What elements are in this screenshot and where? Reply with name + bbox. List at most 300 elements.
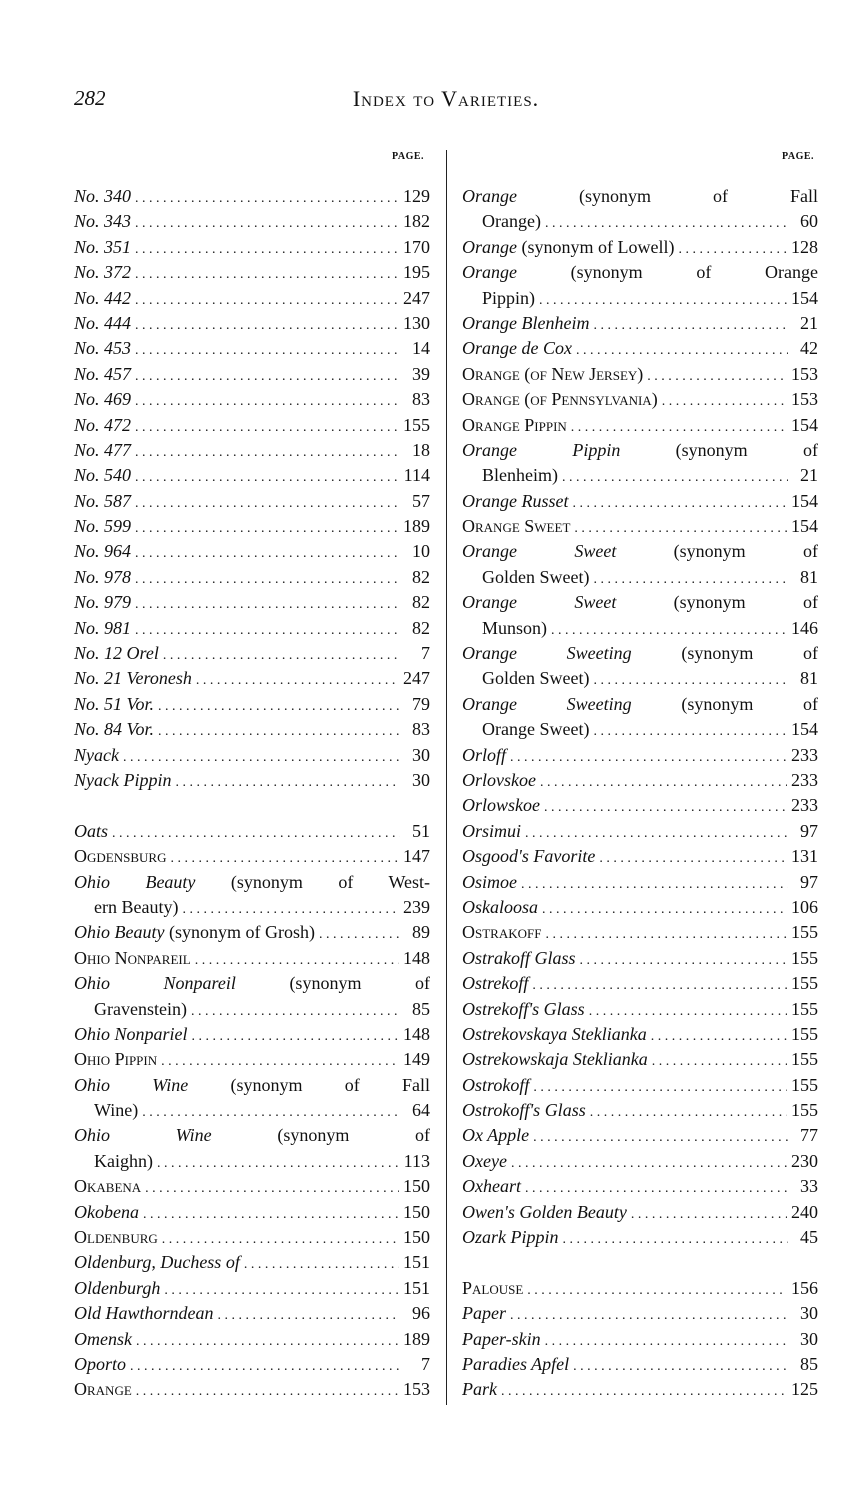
entry-note: Golden Sweet) — [482, 566, 590, 587]
index-entry — [74, 1301, 430, 1326]
index-entry — [74, 565, 430, 590]
entry-text — [462, 971, 528, 996]
index-entry — [462, 1276, 818, 1301]
leader-dots — [542, 895, 787, 920]
leader-dots — [135, 235, 399, 260]
index-entry — [74, 1327, 430, 1352]
index-entry — [462, 1352, 818, 1377]
leader-dots — [593, 565, 788, 590]
entry-text — [74, 413, 131, 438]
entry-page: 30 — [412, 769, 430, 790]
index-entry — [462, 1047, 818, 1072]
index-entry — [462, 1073, 818, 1098]
index-entry — [74, 286, 430, 311]
entry-text — [74, 1022, 188, 1047]
entry-text — [462, 1225, 559, 1250]
entry-note: Golden Sweet) — [482, 668, 590, 689]
entry-note: (synonym of — [631, 693, 818, 714]
entry-name-italic: No. 964 — [74, 541, 132, 562]
leader-dots — [145, 1174, 399, 1199]
entry-text — [462, 819, 521, 844]
entry-text — [74, 641, 159, 666]
index-entry — [74, 438, 430, 463]
index-entry — [462, 1377, 818, 1402]
leader-dots — [130, 1352, 400, 1377]
entry-name-smallcaps: Orange — [74, 1379, 132, 1400]
entry-text — [74, 1276, 160, 1301]
index-entry — [462, 260, 818, 285]
entry-name-italic: Nyack — [74, 744, 119, 765]
entry-text — [462, 387, 658, 412]
entry-name-smallcaps: Ogdensburg — [74, 846, 167, 867]
entry-text — [74, 1047, 157, 1072]
entry-note: (synonym of — [620, 439, 818, 460]
index-entry — [74, 387, 430, 412]
leader-dots — [136, 1377, 399, 1402]
index-entry — [74, 1073, 430, 1098]
entry-page: 83 — [412, 719, 430, 740]
entry-name-italic: Orange de Cox — [462, 338, 572, 359]
blank-line — [462, 1250, 818, 1275]
entry-note: ern Beauty) — [94, 896, 179, 917]
entry-note: Pippin) — [482, 287, 536, 308]
entry-name-italic: Paradies Apfel — [462, 1353, 570, 1374]
entry-note: Blenheim) — [482, 465, 558, 486]
entry-text — [462, 870, 517, 895]
entry-name-italic: Oats — [74, 820, 109, 841]
entry-page: 82 — [412, 566, 430, 587]
page-column-label-right: PAGE. — [782, 151, 815, 162]
entry-name-italic: Ox Apple — [462, 1125, 530, 1146]
entry-name-italic: Orange — [462, 186, 517, 206]
entry-name-italic: Ostrekovskaya Steklianka — [462, 1023, 647, 1044]
entry-name-smallcaps: Orange (of Pennsylvania) — [462, 389, 658, 410]
entry-page: 240 — [791, 1201, 818, 1222]
index-entry — [462, 362, 818, 387]
entry-name-smallcaps: Palouse — [462, 1277, 524, 1298]
entry-text — [462, 1352, 569, 1377]
index-entry — [74, 1149, 430, 1174]
entry-page: 153 — [791, 389, 818, 410]
entry-name-italic: Orlowskoe — [462, 795, 540, 816]
entry-page: 151 — [403, 1277, 430, 1298]
page-title: Index to Varieties. — [352, 86, 540, 111]
entry-name-smallcaps: Ohio Nonpareil — [74, 947, 191, 968]
entry-page: 82 — [412, 617, 430, 638]
leader-dots — [501, 1377, 787, 1402]
entry-page: 154 — [791, 516, 818, 537]
entry-page: 149 — [403, 1049, 430, 1070]
entry-name-italic: Ozark Pippin — [462, 1227, 559, 1248]
index-entry — [74, 184, 430, 209]
leader-dots — [599, 844, 787, 869]
entry-note: (synonym of — [616, 541, 818, 562]
leader-dots — [158, 692, 400, 717]
entry-text — [482, 209, 541, 234]
entry-page: 155 — [791, 1100, 818, 1121]
entry-note: (synonym of West- — [195, 871, 430, 892]
entry-text — [74, 743, 119, 768]
entry-name-smallcaps: Ostrakoff — [462, 922, 542, 943]
entry-text — [74, 1301, 214, 1326]
leader-dots — [533, 1123, 788, 1148]
entry-page: 155 — [791, 947, 818, 968]
index-entry — [462, 692, 818, 717]
entry-name-italic: Orange Sweeting — [462, 643, 632, 664]
index-entry — [462, 743, 818, 768]
index-entry — [462, 1174, 818, 1199]
entry-name-italic: Ostrokoff — [462, 1074, 530, 1095]
entry-page: 233 — [791, 795, 818, 816]
entry-page: 230 — [791, 1150, 818, 1171]
leader-dots — [135, 565, 400, 590]
leader-dots — [218, 1301, 401, 1326]
index-entry — [74, 539, 430, 564]
index-entry — [74, 489, 430, 514]
entry-page: 155 — [791, 1049, 818, 1070]
entry-page: 81 — [800, 566, 818, 587]
entry-text — [462, 1174, 521, 1199]
entry-page: 42 — [800, 338, 818, 359]
index-entry — [74, 1174, 430, 1199]
entry-page: 148 — [403, 1023, 430, 1044]
index-entry — [462, 997, 818, 1022]
index-entry — [74, 235, 430, 260]
index-entry — [462, 870, 818, 895]
entry-text — [74, 717, 154, 742]
index-entry — [74, 717, 430, 742]
entry-name-italic: Orsimui — [462, 820, 522, 841]
entry-name-italic: Orange — [462, 262, 517, 283]
leader-dots — [545, 920, 787, 945]
index-entry — [462, 1123, 818, 1148]
index-column-right — [462, 184, 818, 1403]
leader-dots — [525, 1174, 788, 1199]
index-entry — [74, 768, 430, 793]
leader-dots — [551, 616, 787, 641]
entry-text — [74, 590, 131, 615]
leader-dots — [135, 362, 400, 387]
entry-page: 113 — [403, 1150, 430, 1171]
index-entry — [462, 971, 818, 996]
entry-note: (synonym of — [211, 1125, 430, 1146]
leader-dots — [593, 666, 788, 691]
entry-text — [74, 920, 315, 945]
entry-name-italic: No. 351 — [74, 236, 132, 257]
entry-text — [74, 565, 131, 590]
entry-page: 57 — [412, 490, 430, 511]
index-entry — [74, 362, 430, 387]
entry-text — [74, 311, 131, 336]
entry-name-italic: Osgood's Favorite — [462, 846, 596, 867]
entry-text — [462, 997, 585, 1022]
entry-page: 155 — [403, 414, 430, 435]
entry-name-italic: Ostrekoff — [462, 973, 529, 994]
entry-page: 146 — [791, 617, 818, 638]
index-entry — [74, 1022, 430, 1047]
entry-name-italic: No. 979 — [74, 592, 132, 613]
leader-dots — [631, 1200, 787, 1225]
index-entry — [74, 1098, 430, 1123]
entry-text — [74, 1073, 430, 1098]
entry-name-italic: Oporto — [74, 1353, 127, 1374]
entry-name-italic: No. 981 — [74, 617, 132, 638]
leader-dots — [244, 1250, 399, 1275]
entry-text — [462, 743, 506, 768]
entry-name-italic: Orange Sweeting — [462, 693, 632, 714]
leader-dots — [161, 1047, 399, 1072]
entry-page: 155 — [791, 1023, 818, 1044]
index-entry — [74, 666, 430, 691]
index-entry — [462, 1200, 818, 1225]
leader-dots — [533, 1073, 787, 1098]
leader-dots — [590, 1098, 787, 1123]
leader-dots — [157, 1149, 400, 1174]
entry-page: 30 — [800, 1303, 818, 1324]
entry-text — [74, 1225, 158, 1250]
entry-name-italic: Orange Pippin — [462, 439, 621, 460]
entry-text — [74, 438, 131, 463]
entry-name-italic: Park — [462, 1379, 497, 1400]
index-entry — [462, 819, 818, 844]
entry-text — [462, 1022, 647, 1047]
entry-text — [74, 616, 131, 641]
index-entry — [462, 616, 818, 641]
index-entry — [462, 666, 818, 691]
entry-name-italic: Ostrekoff's Glass — [462, 998, 585, 1019]
index-entry — [462, 184, 818, 209]
index-entry — [462, 1022, 818, 1047]
index-entry — [462, 717, 818, 742]
entry-text — [94, 895, 178, 920]
entry-text — [74, 692, 154, 717]
entry-text — [462, 260, 818, 285]
entry-text — [74, 489, 131, 514]
leader-dots — [175, 768, 400, 793]
blank-line — [74, 793, 430, 818]
leader-dots — [319, 920, 400, 945]
entry-page: 155 — [791, 998, 818, 1019]
index-entry — [462, 590, 818, 615]
index-entry — [462, 1098, 818, 1123]
entry-page: 14 — [412, 338, 430, 359]
entry-text — [74, 209, 131, 234]
entry-note: (synonym of Fall — [188, 1074, 430, 1095]
entry-page: 85 — [412, 998, 430, 1019]
entry-name-italic: Okobena — [74, 1201, 139, 1222]
entry-name-italic: No. 599 — [74, 516, 132, 537]
entry-page: 21 — [800, 465, 818, 486]
entry-text — [462, 1047, 648, 1072]
entry-text — [462, 184, 818, 209]
entry-note: (synonym of Orange — [517, 262, 818, 283]
entry-name-italic: No. 978 — [74, 566, 132, 587]
entry-text — [74, 819, 108, 844]
entry-name-italic: No. 469 — [74, 389, 132, 410]
entry-text — [462, 1200, 627, 1225]
entry-name-italic: No. 84 Vor. — [74, 719, 155, 740]
entry-page: 150 — [403, 1201, 430, 1222]
index-entry — [462, 286, 818, 311]
index-entry — [462, 209, 818, 234]
index-entry — [74, 1276, 430, 1301]
entry-note: (synonym of — [616, 592, 818, 613]
entry-page: 153 — [403, 1379, 430, 1400]
entry-note: Gravenstein) — [94, 998, 187, 1019]
index-entry — [462, 489, 818, 514]
leader-dots — [580, 946, 787, 971]
entry-name-italic: Oldenburg, Duchess of — [74, 1252, 240, 1273]
leader-dots — [593, 311, 788, 336]
index-entry — [74, 997, 430, 1022]
entry-name-italic: Orange — [462, 236, 517, 257]
leader-dots — [525, 819, 788, 844]
entry-page: 45 — [800, 1227, 818, 1248]
entry-name-italic: Paper-skin — [462, 1328, 541, 1349]
entry-text — [74, 666, 192, 691]
leader-dots — [136, 1327, 399, 1352]
index-entry — [462, 1149, 818, 1174]
entry-text — [74, 1327, 132, 1352]
entry-name-smallcaps: Oldenburg — [74, 1227, 158, 1248]
leader-dots — [135, 184, 399, 209]
entry-text — [462, 1149, 507, 1174]
index-entry — [74, 590, 430, 615]
index-entry — [74, 641, 430, 666]
leader-dots — [170, 844, 399, 869]
entry-page: 30 — [800, 1328, 818, 1349]
index-entry — [74, 971, 430, 996]
entry-page: 155 — [791, 922, 818, 943]
entry-name-italic: No. 587 — [74, 490, 132, 511]
entry-name-italic: Ohio Nonpareil — [74, 973, 236, 994]
index-entry — [74, 1225, 430, 1250]
index-entry — [74, 1047, 430, 1072]
leader-dots — [573, 1352, 788, 1377]
index-entry — [74, 413, 430, 438]
entry-page: 247 — [403, 668, 430, 689]
entry-text — [74, 1200, 139, 1225]
leader-dots — [192, 1022, 399, 1047]
entry-name-italic: Oldenburgh — [74, 1277, 161, 1298]
entry-note: Orange) — [482, 211, 541, 232]
entry-page: 106 — [791, 896, 818, 917]
leader-dots — [544, 793, 787, 818]
entry-text — [74, 463, 131, 488]
index-entry — [462, 311, 818, 336]
leader-dots — [532, 971, 787, 996]
page-number: 282 — [74, 86, 106, 110]
index-entry — [462, 844, 818, 869]
entry-page: 77 — [800, 1125, 818, 1146]
entry-name-italic: Oxeye — [462, 1150, 507, 1171]
entry-page: 96 — [412, 1303, 430, 1324]
entry-text — [462, 539, 818, 564]
entry-name-italic: No. 12 Orel — [74, 643, 159, 664]
entry-page: 147 — [403, 846, 430, 867]
leader-dots — [163, 641, 400, 666]
leader-dots — [563, 1225, 789, 1250]
entry-page: 150 — [403, 1227, 430, 1248]
entry-text — [462, 362, 643, 387]
entry-text — [74, 870, 430, 895]
entry-page: 155 — [791, 1074, 818, 1095]
leader-dots — [573, 489, 788, 514]
index-entry — [74, 209, 430, 234]
entry-text — [462, 413, 567, 438]
entry-page: 153 — [791, 363, 818, 384]
index-entry — [462, 1327, 818, 1352]
index-entry — [74, 616, 430, 641]
entry-text — [462, 1123, 529, 1148]
leader-dots — [195, 946, 399, 971]
leader-dots — [112, 819, 400, 844]
index-entry — [462, 793, 818, 818]
entry-page: 154 — [791, 719, 818, 740]
index-entry — [462, 920, 818, 945]
index-entry — [74, 514, 430, 539]
entry-page: 83 — [412, 389, 430, 410]
index-entry — [74, 692, 430, 717]
entry-page: 114 — [403, 465, 430, 486]
entry-page: 7 — [421, 643, 430, 664]
leader-dots — [143, 1200, 399, 1225]
entry-name-italic: Ostrekowskaja Steklianka — [462, 1049, 648, 1070]
entry-page: 85 — [800, 1353, 818, 1374]
entry-page: 21 — [800, 312, 818, 333]
entry-text — [462, 768, 536, 793]
entry-note: (synonym of — [631, 643, 818, 664]
entry-page: 239 — [403, 896, 430, 917]
leader-dots — [571, 413, 787, 438]
index-entry — [74, 311, 430, 336]
entry-page: 189 — [403, 1328, 430, 1349]
leader-dots — [545, 1327, 788, 1352]
leader-dots — [545, 209, 788, 234]
entry-text — [74, 768, 171, 793]
entry-name-italic: No. 477 — [74, 439, 132, 460]
entry-name-smallcaps: Orange Sweet — [462, 516, 571, 537]
entry-text — [462, 1098, 586, 1123]
leader-dots — [135, 209, 399, 234]
entry-text — [74, 1250, 240, 1275]
entry-page: 233 — [791, 769, 818, 790]
index-entry — [462, 1301, 818, 1326]
leader-dots — [647, 362, 787, 387]
entry-text — [74, 946, 191, 971]
entry-text — [74, 1123, 430, 1148]
entry-name-italic: Osimoe — [462, 871, 517, 892]
entry-note: (synonym of Grosh) — [164, 922, 315, 943]
entry-name-smallcaps: Orange (of New Jersey) — [462, 363, 644, 384]
entry-text — [74, 539, 131, 564]
entry-text — [482, 463, 558, 488]
index-entry — [462, 946, 818, 971]
leader-dots — [135, 590, 400, 615]
entry-name-italic: No. 21 Veronesh — [74, 668, 192, 689]
leader-dots — [135, 387, 400, 412]
entry-text — [482, 717, 589, 742]
entry-name-italic: Orange Russet — [462, 490, 569, 511]
entry-name-italic: No. 444 — [74, 312, 132, 333]
entry-page: 39 — [412, 363, 430, 384]
entry-page: 233 — [791, 744, 818, 765]
entry-name-italic: Paper — [462, 1303, 506, 1324]
entry-text — [462, 1073, 529, 1098]
leader-dots — [527, 1276, 787, 1301]
entry-note: (synonym of Fall — [517, 186, 818, 206]
leader-dots — [135, 286, 399, 311]
